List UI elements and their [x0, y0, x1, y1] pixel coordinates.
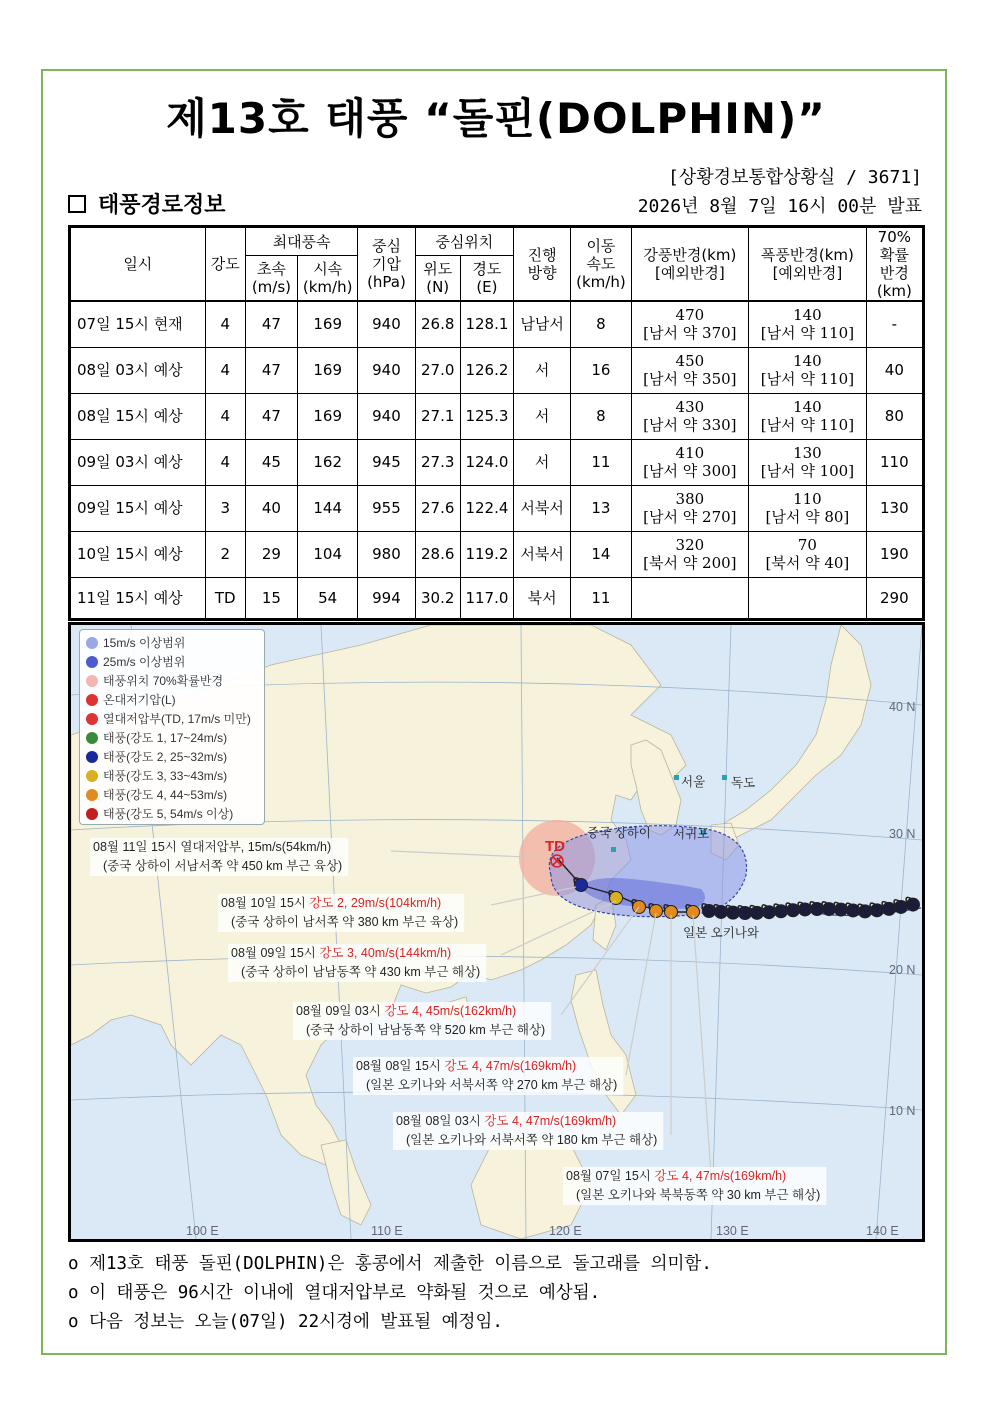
cell-lat: 28.6	[415, 531, 460, 577]
lon-label: 130 E	[716, 1224, 749, 1238]
cell-pressure: 955	[358, 485, 415, 531]
strong-radius-exception: [남서 약 300]	[643, 462, 737, 480]
forecast-typhoon-icon	[575, 879, 588, 892]
cell-strong-radius	[631, 347, 749, 393]
header-wind-ms: 초속 (m/s)	[245, 256, 297, 301]
typhoon-track-table	[68, 225, 925, 621]
annotation-time: 08월 07일 15시	[566, 1169, 655, 1183]
header-strong-radius: 강풍반경(km) [예외반경]	[631, 227, 749, 302]
storm-radius-value: 140	[793, 352, 822, 370]
cell-direction: 남남서	[514, 301, 571, 347]
legend-item	[86, 766, 258, 785]
cell-speed: 13	[571, 485, 631, 531]
cell-pressure: 940	[358, 393, 415, 439]
cell-lon: 125.3	[460, 393, 513, 439]
annotation-location: (중국 상하이 남남동쪽 약 430 km 부근 해상)	[241, 965, 481, 979]
storm-radius-value: 110	[793, 490, 822, 508]
cell-strong-radius	[631, 531, 749, 577]
legend-symbol-icon	[86, 637, 98, 649]
legend-item	[86, 709, 258, 728]
strong-radius-exception: [남서 약 330]	[643, 416, 737, 434]
cell-pressure: 940	[358, 347, 415, 393]
cell-direction: 서	[514, 347, 571, 393]
annotation-headline	[221, 895, 441, 910]
strong-radius-value: 450	[675, 352, 705, 370]
legend-symbol-icon	[86, 751, 98, 763]
legend-symbol-icon	[86, 808, 98, 820]
table-row	[70, 301, 924, 347]
annotation-time: 08월 10일 15시	[221, 896, 310, 910]
header-direction: 진행 방향	[514, 227, 571, 302]
checkbox-icon	[68, 195, 86, 213]
section-heading	[68, 188, 226, 219]
cell-speed: 8	[571, 301, 631, 347]
annotation-location: (일본 오키나와 북북동쪽 약 30 km 부근 해상)	[576, 1188, 821, 1202]
strong-radius-value: 320	[675, 536, 705, 554]
storm-radius-value: 140	[793, 306, 822, 325]
cell-wind-ms: 29	[245, 531, 297, 577]
dokdo-marker	[722, 775, 727, 780]
cell-lon: 128.1	[460, 301, 513, 347]
header-intensity: 강도	[205, 227, 245, 302]
legend-label: 25m/s 이상범위	[103, 655, 186, 669]
table-row	[70, 531, 924, 577]
cell-datetime: 08일 15시 예상	[70, 393, 206, 439]
annotation-time: 08월 09일 15시	[231, 946, 320, 960]
annotation-time: 08월 08일 15시	[356, 1059, 445, 1073]
cell-intensity: 2	[205, 531, 245, 577]
lat-label: 20 N	[889, 963, 916, 977]
legend-label: 15m/s 이상범위	[103, 636, 186, 650]
legend-item	[86, 652, 258, 671]
storm-radius-value: 140	[793, 398, 822, 416]
cell-wind-kmh: 104	[298, 531, 358, 577]
cell-lon: 126.2	[460, 347, 513, 393]
cell-lat: 27.6	[415, 485, 460, 531]
header-max-wind: 최대풍속	[245, 227, 358, 256]
note-line: o 제13호 태풍 돌핀(DOLPHIN)은 홍콩에서 제출한 이름으로 돌고래를 의미함.	[68, 1254, 712, 1274]
annotation-location: (중국 상하이 서남서쪽 약 450 km 부근 육상)	[103, 859, 343, 873]
cell-speed: 16	[571, 347, 631, 393]
legend-item	[86, 728, 258, 747]
storm-radius-exception: [남서 약 110]	[760, 416, 855, 434]
track-annotation	[90, 838, 348, 876]
legend-symbol-icon	[86, 713, 98, 725]
cell-storm-radius	[749, 531, 867, 577]
issued-time: 2026년 8월 7일 16시 00분 발표	[637, 196, 922, 217]
legend-label: 태풍(강도 4, 44~53m/s)	[103, 788, 228, 802]
storm-radius-exception: [남서 약 100]	[760, 462, 855, 480]
cell-storm-radius	[749, 439, 867, 485]
annotation-intensity: 강도 4, 47m/s(169km/h)	[444, 1059, 577, 1073]
annotation-location: (일본 오키나와 서북서쪽 약 180 km 부근 해상)	[406, 1133, 658, 1147]
past-typhoon-icon	[883, 902, 896, 915]
header-storm-radius: 폭풍반경(km) [예외반경]	[749, 227, 867, 302]
cell-speed: 11	[571, 439, 631, 485]
past-typhoon-icon	[871, 904, 884, 917]
place-dokdo: 독도	[731, 776, 756, 790]
cell-lat: 27.0	[415, 347, 460, 393]
legend-item	[86, 747, 258, 766]
track-annotation	[228, 944, 486, 982]
strong-radius-exception: [남서 약 350]	[643, 370, 737, 388]
legend-label: 온대저기압(L)	[103, 693, 176, 707]
legend-label: 태풍(강도 2, 25~32m/s)	[103, 750, 228, 764]
legend-symbol-icon	[86, 789, 98, 801]
cell-pressure: 994	[358, 577, 415, 619]
note-line: o 이 태풍은 96시간 이내에 열대저압부로 약화될 것으로 예상됨.	[68, 1283, 601, 1303]
cell-intensity: 4	[205, 393, 245, 439]
header-center: 중심위치	[415, 227, 513, 256]
cell-prob: 80	[866, 393, 923, 439]
legend-item	[86, 671, 258, 690]
cell-intensity: 4	[205, 347, 245, 393]
annotation-time: 08월 11일 15시 열대저압부, 15m/s(54km/h)	[93, 840, 332, 854]
land-malaya	[321, 1140, 371, 1225]
cell-prob: 290	[866, 577, 923, 619]
annotation-intensity: 강도 3, 40m/s(144km/h)	[319, 946, 452, 960]
annotation-intensity: 강도 4, 47m/s(169km/h)	[484, 1114, 617, 1128]
storm-radius-exception: [남서 약 80]	[765, 508, 850, 526]
cell-strong-radius	[631, 439, 749, 485]
cell-intensity: 4	[205, 439, 245, 485]
cell-strong-radius	[631, 485, 749, 531]
lon-label: 110 E	[371, 1224, 403, 1238]
annotation-time: 08월 08일 03시	[396, 1114, 485, 1128]
annotation-intensity: 강도 2, 29m/s(104km/h)	[309, 896, 442, 910]
cell-storm-radius	[749, 301, 867, 347]
storm-radius-exception: [북서 약 40]	[765, 554, 850, 572]
storm-radius-value: 70	[797, 536, 817, 554]
cell-lat: 26.8	[415, 301, 460, 347]
section-title: 태풍경로정보	[98, 193, 226, 218]
cell-intensity: 3	[205, 485, 245, 531]
legend-item	[86, 804, 258, 823]
cell-datetime: 09일 15시 예상	[70, 485, 206, 531]
track-annotation	[218, 894, 464, 932]
cell-strong-radius	[631, 301, 749, 347]
annotation-location: (중국 상하이 남서쪽 약 380 km 부근 육상)	[231, 915, 459, 929]
annotation-headline	[356, 1058, 576, 1073]
cell-intensity: 4	[205, 301, 245, 347]
cell-pressure: 945	[358, 439, 415, 485]
cell-datetime: 07일 15시 현재	[70, 301, 206, 347]
cell-lon: 124.0	[460, 439, 513, 485]
lon-label: 120 E	[549, 1224, 582, 1238]
cell-wind-kmh: 54	[298, 577, 358, 619]
table-row	[70, 485, 924, 531]
cell-prob: 110	[866, 439, 923, 485]
page-title: 제13호 태풍 “돌핀(DOLPHIN)”	[166, 94, 826, 143]
note-line: o 다음 정보는 오늘(07일) 22시경에 발표될 예정임.	[68, 1312, 503, 1332]
storm-radius-exception: [남서 약 110]	[760, 370, 855, 388]
land-japan	[711, 625, 871, 840]
legend-symbol-icon	[86, 770, 98, 782]
legend-label: 태풍위치 70%확률반경	[103, 674, 224, 688]
cell-wind-kmh: 169	[298, 301, 358, 347]
cell-datetime: 08일 03시 예상	[70, 347, 206, 393]
seoul-marker	[674, 775, 679, 780]
strong-radius-value: 470	[675, 306, 705, 325]
table-row	[70, 347, 924, 393]
annotation-time: 08월 09일 03시	[296, 1004, 385, 1018]
cell-speed: 14	[571, 531, 631, 577]
cell-prob: -	[866, 301, 923, 347]
cell-lat: 30.2	[415, 577, 460, 619]
cell-direction: 서북서	[514, 485, 571, 531]
annotation-headline	[296, 1003, 516, 1018]
strong-radius-exception: [북서 약 200]	[643, 554, 737, 572]
shanghai-marker	[611, 847, 616, 852]
cell-storm-radius	[749, 577, 867, 619]
past-track-markers	[702, 897, 919, 919]
lon-label: 100 E	[186, 1224, 219, 1238]
past-typhoon-icon	[907, 898, 920, 911]
legend-symbol-icon	[86, 694, 98, 706]
annotation-intensity: 강도 4, 45m/s(162km/h)	[384, 1004, 517, 1018]
cell-lat: 27.3	[415, 439, 460, 485]
place-seoul: 서울	[681, 775, 706, 789]
cell-prob: 130	[866, 485, 923, 531]
cell-strong-radius	[631, 393, 749, 439]
lon-label: 140 E	[866, 1224, 899, 1238]
cell-wind-ms: 47	[245, 393, 297, 439]
annotation-intensity: 강도 4, 47m/s(169km/h)	[654, 1169, 787, 1183]
place-shanghai: 중국 상하이	[587, 826, 651, 840]
cell-wind-ms: 47	[245, 301, 297, 347]
strong-radius-exception: [남서 약 270]	[643, 508, 737, 526]
cell-wind-ms: 40	[245, 485, 297, 531]
cell-storm-radius	[749, 347, 867, 393]
header-speed: 이동 속도 (km/h)	[571, 227, 631, 302]
cell-storm-radius	[749, 393, 867, 439]
header-datetime: 일시	[70, 227, 206, 302]
track-annotation	[393, 1112, 663, 1150]
legend-label: 태풍(강도 5, 54m/s 이상)	[103, 807, 234, 821]
legend-label: 열대저압부(TD, 17m/s 미만)	[103, 712, 251, 726]
legend-item	[86, 633, 258, 652]
cell-wind-ms: 15	[245, 577, 297, 619]
header-lat: 위도 (N)	[415, 256, 460, 301]
td-label: TD	[545, 838, 565, 855]
cell-wind-ms: 45	[245, 439, 297, 485]
cell-wind-kmh: 162	[298, 439, 358, 485]
cell-speed: 8	[571, 393, 631, 439]
storm-radius-exception: [남서 약 110]	[760, 324, 855, 343]
lat-label: 40 N	[889, 700, 916, 714]
track-annotation	[293, 1002, 551, 1040]
department-label: [상황경보통합상황실 / 3671]	[667, 167, 922, 188]
track-map	[68, 622, 925, 1242]
header-pressure: 중심 기압 (hPa)	[358, 227, 415, 302]
strong-radius-value: 410	[675, 444, 705, 462]
track-annotation	[353, 1057, 623, 1095]
legend-item	[86, 690, 258, 709]
legend-symbol-icon	[86, 656, 98, 668]
cell-direction: 서	[514, 393, 571, 439]
legend-label: 태풍(강도 3, 33~43m/s)	[103, 769, 228, 783]
cell-lat: 27.1	[415, 393, 460, 439]
table-row	[70, 439, 924, 485]
table-row	[70, 577, 924, 619]
annotation-location: (중국 상하이 남남동쪽 약 520 km 부근 해상)	[306, 1023, 546, 1037]
table-row	[70, 393, 924, 439]
map-legend	[79, 629, 265, 825]
annotation-headline	[566, 1168, 786, 1183]
legend-symbol-icon	[86, 675, 98, 687]
cell-lon: 117.0	[460, 577, 513, 619]
cell-intensity: TD	[205, 577, 245, 619]
cell-lon: 119.2	[460, 531, 513, 577]
cell-datetime: 11일 15시 예상	[70, 577, 206, 619]
annotation-headline	[93, 839, 331, 854]
legend-symbol-icon	[86, 732, 98, 744]
strong-radius-exception: [남서 약 370]	[643, 324, 737, 343]
annotation-headline	[231, 945, 451, 960]
cell-direction: 북서	[514, 577, 571, 619]
strong-radius-value: 430	[675, 398, 705, 416]
cell-direction: 서북서	[514, 531, 571, 577]
cell-wind-kmh: 169	[298, 393, 358, 439]
storm-radius-value: 130	[793, 444, 822, 462]
cell-wind-ms: 47	[245, 347, 297, 393]
track-annotation	[563, 1167, 826, 1205]
legend-label: 태풍(강도 1, 17~24m/s)	[103, 731, 228, 745]
header-prob-radius: 70% 확률 반경 (km)	[866, 227, 923, 302]
strong-radius-value: 380	[675, 490, 705, 508]
cell-wind-kmh: 169	[298, 347, 358, 393]
cell-wind-kmh: 144	[298, 485, 358, 531]
lat-label: 30 N	[889, 827, 916, 841]
cell-strong-radius	[631, 577, 749, 619]
header-wind-kmh: 시속 (km/h)	[298, 256, 358, 301]
cell-prob: 40	[866, 347, 923, 393]
header-lon: 경도 (E)	[460, 256, 513, 301]
cell-storm-radius	[749, 485, 867, 531]
cell-direction: 서	[514, 439, 571, 485]
lat-label: 10 N	[889, 1104, 916, 1118]
place-okinawa: 일본 오키나와	[683, 926, 759, 940]
cell-datetime: 09일 03시 예상	[70, 439, 206, 485]
cell-pressure: 940	[358, 301, 415, 347]
cell-prob: 190	[866, 531, 923, 577]
annotation-headline	[396, 1113, 616, 1128]
past-typhoon-icon	[895, 900, 908, 913]
cell-speed: 11	[571, 577, 631, 619]
place-seogwipo: 서귀포	[673, 827, 710, 841]
cell-pressure: 980	[358, 531, 415, 577]
cell-datetime: 10일 15시 예상	[70, 531, 206, 577]
legend-item	[86, 785, 258, 804]
notes	[68, 1250, 712, 1337]
cell-lon: 122.4	[460, 485, 513, 531]
annotation-location: (일본 오키나와 서북서쪽 약 270 km 부근 해상)	[366, 1078, 618, 1092]
